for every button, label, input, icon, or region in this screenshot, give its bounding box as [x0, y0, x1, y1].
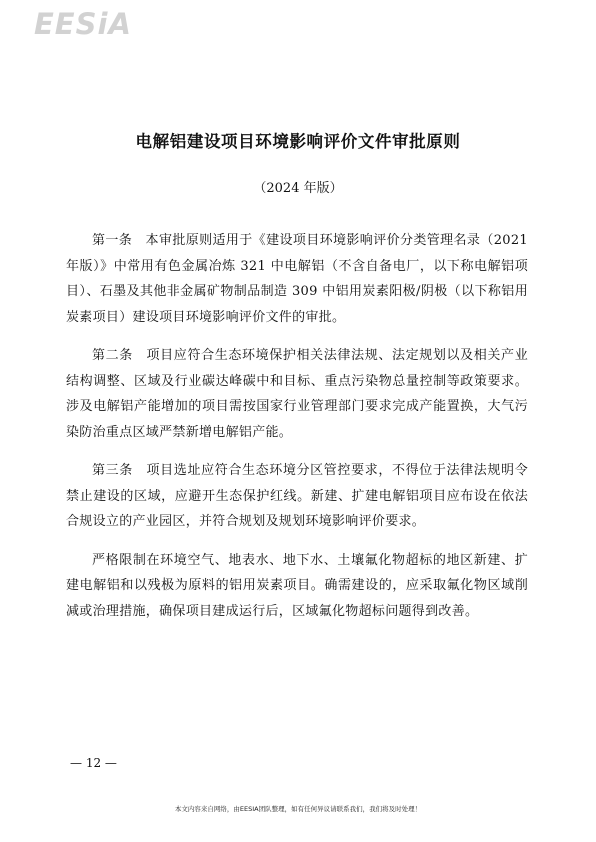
article-2-paragraph: 第二条 项目应符合生态环境保护相关法律法规、法定规划以及相关产业结构调整、区域及行业碳达峰碳中和目标、重点污染物总量控制等政策要求。涉及电解铝产能增加的项目需按国家行业管理部门要求完成产能置换，大气污染防治重点区域严禁新增电解铝产能。: [66, 348, 528, 440]
document-subtitle: （2024 年版）: [253, 181, 343, 196]
footer-disclaimer: 本文内容来自网络，由EESIA团队整理，如有任何异议请联系我们，我们将及时处理！: [174, 805, 422, 813]
article-3-paragraph: 第三条 项目选址应符合生态环境分区管控要求，不得位于法律法规明令禁止建设的区域，应避开生态保护红线。新建、扩建电解铝项目应布设在依法合规设立的产业园区，并符合规划及规划环境影响评价要求。: [66, 463, 528, 529]
article-3-continuation-paragraph: 严格限制在环境空气、地表水、地下水、土壤氟化物超标的地区新建、扩建电解铝和以残极为原料的铝用炭素项目。确需建设的，应采取氟化物区域削减或治理措施，确保项目建成运行后，区域氟化物超标问题得到改善。: [66, 552, 528, 619]
article-1-paragraph: 第一条 本审批原则适用于《建设项目环境影响评价分类管理名录（2021 年版）》中常用有色金属冶炼 321 中电解铝（不含自备电厂，以下称电解铝项目）、石墨及其他非金属矿物制品制造 309 中铝用炭素阳极/阴极（以下称铝用炭素项目）建设项目环境影响评价文件的审批。: [66, 233, 528, 325]
document-title: 电解铝建设项目环境影响评价文件审批原则: [135, 132, 461, 151]
eesia-watermark-logo: EESiA: [34, 7, 132, 41]
document-body: [66, 228, 528, 624]
page-number: — 12 —: [70, 756, 117, 770]
